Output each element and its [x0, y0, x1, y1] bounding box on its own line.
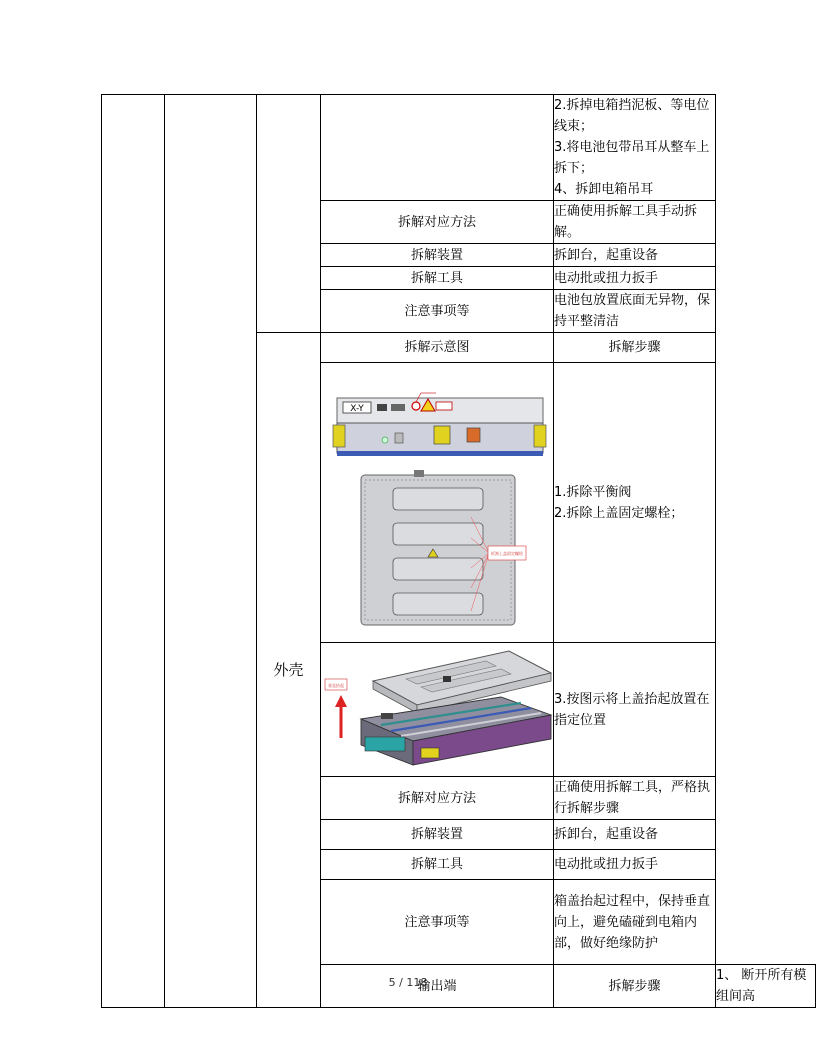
lift-arrow-label: 垂直抬起 — [328, 683, 344, 688]
disassembly-table — [101, 94, 816, 1008]
shell-steps-header: 拆解步骤 — [554, 333, 716, 363]
shell-diagram-header: 拆解示意图 — [321, 333, 554, 363]
side-view-drawing — [333, 393, 546, 456]
col-1-cell — [102, 95, 165, 1008]
shell-figure-1 — [321, 363, 554, 643]
shell-notes-value: 箱盖抬起过程中，保持垂直向上，避免磕碰到电箱内部，做好绝缘防护 — [554, 880, 716, 965]
prev-method-value: 正确使用拆解工具手动拆解。 — [554, 201, 716, 244]
prev-section-cell — [257, 95, 321, 333]
prev-tool-label: 拆解工具 — [321, 267, 554, 290]
figure-callout-text: 拆卸上盖固定螺栓 — [491, 551, 523, 556]
prev-tool-value: 电动批或扭力扳手 — [554, 267, 716, 290]
shell-steps-1-text: 1.拆除平衡阀 2.拆除上盖固定螺栓； — [554, 363, 716, 643]
output-steps-label: 拆解步骤 — [554, 965, 716, 1008]
prev-device-label: 拆解装置 — [321, 244, 554, 267]
prev-method-label: 拆解对应方法 — [321, 201, 554, 244]
page-number: 5 / 118 — [388, 976, 428, 989]
shell-method-value: 正确使用拆解工具，严格执行拆解步骤 — [554, 777, 716, 820]
cover-lift-exploded-figure — [321, 643, 553, 769]
prev-notes-label: 注意事项等 — [321, 290, 554, 333]
shell-method-label: 拆解对应方法 — [321, 777, 554, 820]
shell-tool-label: 拆解工具 — [321, 850, 554, 880]
output-section-label: 输出端 — [321, 965, 554, 1008]
battery-modules-drawing — [361, 697, 551, 765]
figure-xy-tag: X-Y — [350, 404, 364, 414]
shell-figure-2 — [321, 643, 554, 777]
prev-steps-text: 2.拆掉电箱挡泥板、等电位线束； 3.将电池包带吊耳从整车上拆下； 4、拆卸电箱吊耳 — [554, 95, 716, 201]
col-2-cell — [165, 95, 257, 1008]
top-cover-drawing — [361, 470, 526, 625]
shell-steps-2-text: 3.按图示将上盖抬起放置在指定位置 — [554, 643, 716, 777]
red-lift-arrow — [325, 679, 347, 738]
shell-notes-label: 注意事项等 — [321, 880, 554, 965]
shell-device-label: 拆解装置 — [321, 820, 554, 850]
battery-pack-top-view-figure — [321, 363, 553, 635]
output-steps-value: 1、 断开所有模组间高 — [716, 965, 816, 1008]
prev-notes-value: 电池包放置底面无异物，保持平整清洁 — [554, 290, 716, 333]
prev-diagram-cell — [321, 95, 554, 201]
shell-tool-value: 电动批或扭力扳手 — [554, 850, 716, 880]
shell-section-label: 外壳 — [257, 333, 321, 1008]
prev-device-value: 拆卸台，起重设备 — [554, 244, 716, 267]
shell-device-value: 拆卸台，起重设备 — [554, 820, 716, 850]
